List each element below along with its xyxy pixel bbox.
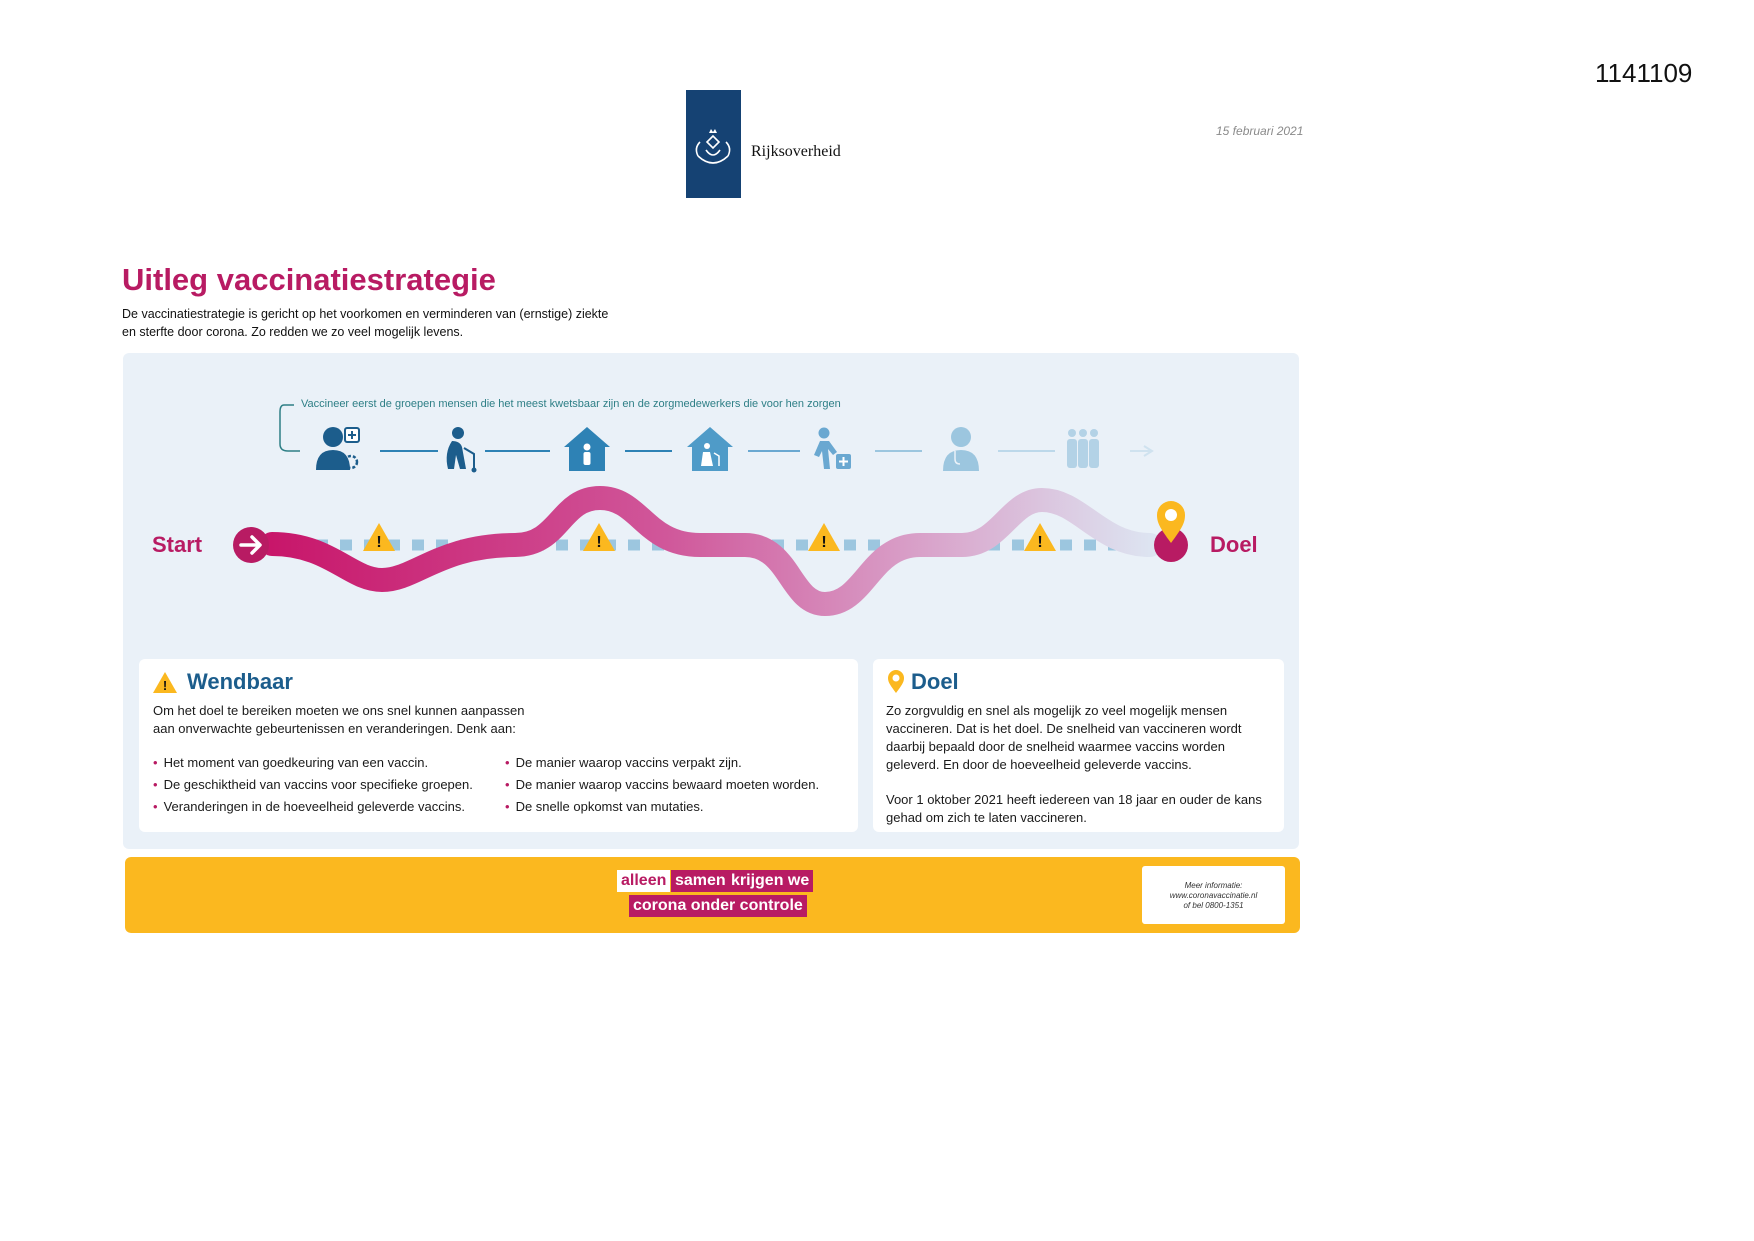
doctor-icon	[943, 427, 979, 471]
start-label: Start	[152, 532, 203, 557]
elderly-walker-icon	[447, 427, 477, 473]
goal-pin-icon	[1154, 501, 1188, 562]
doel-text	[886, 702, 1242, 774]
svg-text:!: !	[162, 678, 168, 693]
list-item: • De snelle opkomst van mutaties.	[505, 796, 819, 818]
location-pin-icon	[887, 670, 905, 694]
more-info-box	[1142, 866, 1285, 924]
doel-deadline-line-1: Voor 1 oktober 2021 heeft iedereen van 18 jaar en ouder de kans	[886, 792, 1262, 807]
more-info-url[interactable]: www.coronavaccinatie.nl	[1169, 891, 1258, 900]
doel-deadline-text	[886, 791, 1262, 827]
wendbaar-card	[139, 659, 858, 832]
slogan-word-samen: samen	[671, 870, 730, 892]
slogan-word-alleen: alleen	[617, 870, 670, 892]
priority-note: Vaccineer eerst de groepen mensen die het meest kwetsbaar zijn en de zorgmedewerkers die voor hen zorgen	[301, 398, 841, 410]
wendbaar-bullets-left	[153, 752, 473, 818]
warning-sign-icon-1	[363, 523, 395, 551]
more-info-phone: of bel 0800-1351	[1183, 901, 1244, 910]
list-item: • Veranderingen in de hoeveelheid geleverde vaccins.	[153, 796, 473, 818]
intro-line-1: De vaccinatiestrategie is gericht op het voorkomen en verminderen van (ernstige) ziekte	[122, 307, 609, 321]
warning-sign-icon-3	[808, 523, 840, 551]
slogan-line-2: corona onder controle	[629, 895, 807, 917]
person-medical-icon	[814, 428, 851, 470]
svg-text:!: !	[596, 534, 602, 551]
care-worker-icon	[316, 427, 359, 470]
list-item: • De geschiktheid van vaccins voor specifieke groepen.	[153, 774, 473, 796]
house-person-icon	[564, 427, 610, 471]
list-item: • De manier waarop vaccins verpakt zijn.	[505, 752, 819, 774]
wendbaar-text-line-1: Om het doel te bereiken moeten we ons snel kunnen aanpassen	[153, 703, 525, 718]
actual-route-road	[272, 498, 1150, 604]
doel-text-line-4: geleverd. En door de hoeveelheid geleverde vaccins.	[886, 757, 1192, 772]
svg-text:!: !	[376, 534, 382, 551]
wendbaar-heading: Wendbaar	[187, 669, 293, 694]
list-item: • Het moment van goedkeuring van een vaccin.	[153, 752, 473, 774]
house-elderly-icon	[687, 427, 733, 471]
svg-text:!: !	[821, 534, 827, 551]
wendbaar-bullets-right	[505, 752, 819, 818]
wendbaar-text	[153, 702, 524, 738]
people-group-icon	[1067, 429, 1099, 468]
svg-text:!: !	[1037, 534, 1043, 551]
group-connectors	[380, 446, 1152, 456]
wendbaar-text-line-2: aan onverwachte gebeurtenissen en veranderingen. Denk aan:	[153, 721, 516, 736]
document-number: 1141109	[1595, 58, 1693, 88]
doel-deadline-line-2: gehad om zich te laten vaccineren.	[886, 810, 1087, 825]
more-info-label: Meer informatie:	[1184, 881, 1243, 890]
priority-bracket	[280, 405, 300, 451]
intro-line-2: en sterfte door corona. Zo redden we zo veel mogelijk levens.	[122, 325, 464, 339]
list-item: • De manier waarop vaccins bewaard moeten worden.	[505, 774, 819, 796]
start-arrow-icon	[233, 527, 269, 563]
warning-sign-icon-4	[1024, 523, 1056, 551]
slogan-word-krijgen-we: krijgen we	[727, 870, 813, 892]
doel-text-line-1: Zo zorgvuldig en snel als mogelijk zo veel mogelijk mensen	[886, 703, 1228, 718]
doel-text-line-2: vaccineren. Dat is het doel. De snelheid van vaccineren wordt	[886, 721, 1242, 736]
page-title: Uitleg vaccinatiestrategie	[122, 262, 496, 297]
doel-text-line-3: daarbij bepaald door de snelheid waarmee vaccins worden	[886, 739, 1225, 754]
logo-text: Rijksoverheid	[751, 143, 841, 160]
goal-label: Doel	[1210, 532, 1258, 557]
warning-sign-icon-2	[583, 523, 615, 551]
doel-card	[873, 659, 1284, 832]
document-date: 15 februari 2021	[1216, 124, 1304, 138]
warning-icon	[152, 671, 178, 695]
doel-heading: Doel	[911, 669, 959, 694]
